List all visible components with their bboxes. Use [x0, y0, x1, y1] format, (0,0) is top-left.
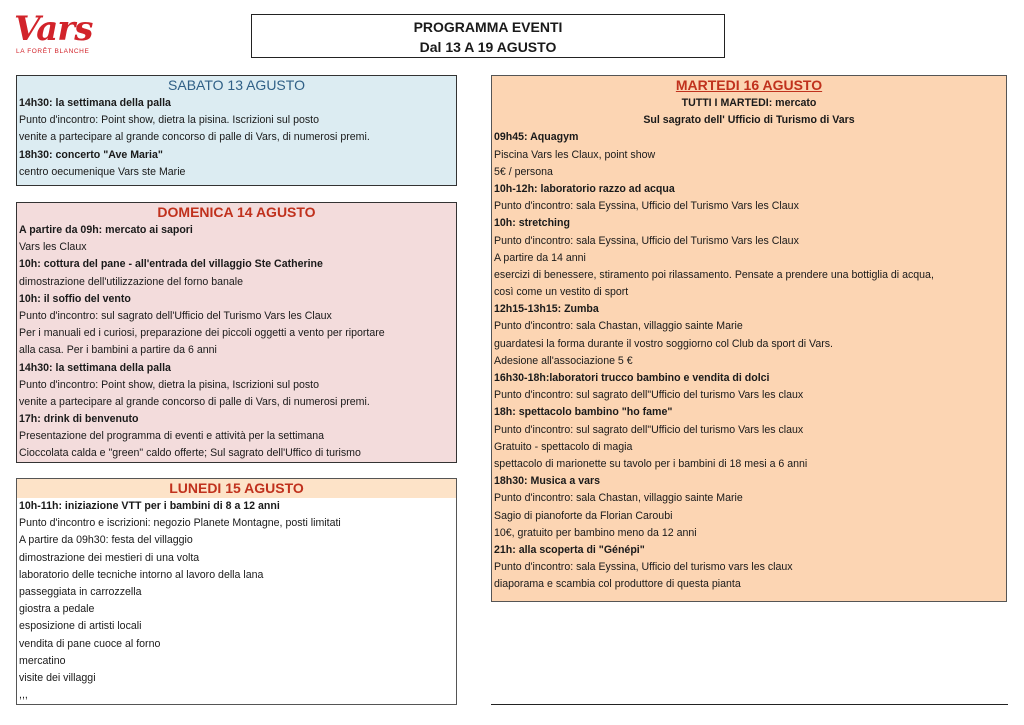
- event-line: visite dei villaggi: [19, 671, 96, 684]
- event-line: A partire da 09h: mercato ai sapori: [19, 224, 193, 236]
- event-line: giostra a pedale: [19, 603, 95, 616]
- event-line: 5€ / persona: [494, 165, 553, 178]
- page-title-box: [251, 14, 725, 58]
- event-line: Punto d'incontro: sul sagrato dell"Ufficio del turismo Vars les claux: [494, 423, 804, 436]
- lunedi-section: [16, 478, 457, 705]
- domenica-section: [16, 202, 457, 463]
- sabato-section: [16, 75, 457, 186]
- event-line: A partire da 14 anni: [494, 251, 586, 264]
- event-line: 10h-11h: iniziazione VTT per i bambini di 8 a 12 anni: [19, 500, 280, 512]
- event-line: 10h-12h: laboratorio razzo ad acqua: [494, 182, 675, 195]
- event-line: 16h30-18h:laboratori trucco bambino e vendita di dolci: [494, 372, 770, 384]
- event-line: esposizione di artisti locali: [19, 620, 142, 633]
- section-heading: MARTEDI 16 AGUSTO: [675, 77, 823, 93]
- event-line: 10h: cottura del pane - all'entrada del villaggio Ste Catherine: [19, 258, 323, 271]
- event-line: dimostrazione dell'utilizzazione del forno banale: [19, 275, 244, 288]
- event-line: 10€, gratuito per bambino meno da 12 anni: [494, 526, 697, 539]
- event-line: venite a partecipare al grande concorso di palle di Vars, di numerosi premi.: [19, 395, 370, 408]
- event-line: 21h: alla scoperta di "Génépi": [494, 543, 645, 556]
- event-line: Punto d'incontro: sala Chastan, villaggio sainte Marie: [494, 320, 743, 333]
- event-line: Punto d'incontro: Point show, dietra la pisina. Iscrizioni sul posto: [19, 114, 319, 127]
- event-line: 10h: stretching: [494, 217, 570, 230]
- event-line: 14h30: la settimana della palla: [19, 97, 171, 109]
- event-line: diaporama e scambia col produttore di questa pianta: [494, 578, 741, 591]
- event-line: Punto d'incontro: sul sagrato dell'Ufficio del Turismo Vars les Claux: [19, 309, 332, 322]
- page-title: PROGRAMMA EVENTI: [413, 19, 563, 35]
- event-line: così come un vestito di sport: [494, 286, 629, 299]
- event-line: A partire da 09h30: festa del villaggio: [19, 534, 193, 547]
- event-line: 18h: spettacolo bambino "ho fame": [494, 406, 673, 419]
- event-line: spettacolo di marionette su tavolo per i bambini di 18 mesi a 6 anni: [494, 457, 808, 470]
- event-line: Punto d'incontro: sul sagrato dell"Ufficio del turismo Vars les claux: [494, 389, 804, 402]
- event-line: Piscina Vars les Claux, point show: [494, 148, 656, 161]
- event-line: Vars les Claux: [19, 241, 87, 254]
- section-heading: SABATO 13 AGUSTO: [168, 77, 305, 93]
- event-line: Cioccolata calda e "green" caldo offerte; Sul sagrato dell'Uffico di turismo: [19, 447, 361, 460]
- event-line: Punto d'incontro: sala Eyssina, Ufficio del turismo vars les claux: [494, 561, 793, 574]
- event-line: Presentazione del programma di eventi e attività per la settimana: [19, 430, 325, 443]
- event-line: guardatesi la forma durante il vostro soggiorno col Club da sport di Vars.: [494, 337, 833, 350]
- event-line: dimostrazione dei mestieri di una volta: [19, 551, 200, 564]
- event-line: vendita di pane cuoce al forno: [19, 637, 161, 650]
- event-line: alla casa. Per i bambini a partire da 6 anni: [19, 344, 217, 357]
- event-line: Punto d'incontro: sala Eyssina, Ufficio del Turismo Vars les Claux: [494, 200, 799, 213]
- event-line: venite a partecipare al grande concorso di palle di Vars, di numerosi premi.: [19, 131, 370, 144]
- vars-logo: [14, 9, 93, 58]
- bottom-divider: [491, 704, 1008, 705]
- event-line: Punto d'incontro: Point show, dietra la pisina, Iscrizioni sul posto: [19, 378, 319, 391]
- logo-tagline: LA FORÊT BLANCHE: [16, 48, 90, 55]
- event-line: Gratuito - spettacolo di magia: [494, 440, 633, 453]
- event-line: Sul sagrato dell' Ufficio di Turismo di Vars: [643, 114, 855, 127]
- section-heading: LUNEDI 15 AGUSTO: [17, 479, 456, 498]
- event-line: 17h: drink di benvenuto: [19, 413, 139, 426]
- martedi-section: [491, 75, 1007, 602]
- event-line: 18h30: concerto "Ave Maria": [19, 148, 163, 161]
- event-line: esercizi di benessere, stiramento poi rilassamento. Pensate a prendere una bottiglia di acqua,: [494, 268, 934, 281]
- event-line: Punto d'incontro: sala Eyssina, Ufficio del Turismo Vars les Claux: [494, 234, 799, 247]
- event-line: centro oecumenique Vars ste Marie: [19, 165, 186, 178]
- page-subtitle: Dal 13 A 19 AGUSTO: [419, 39, 557, 55]
- event-line: mercatino: [19, 654, 66, 667]
- event-line: Punto d'incontro: sala Chastan, villaggio sainte Marie: [494, 492, 743, 505]
- event-line: 18h30: Musica a vars: [494, 475, 600, 488]
- logo-wordmark: Vars: [14, 9, 93, 49]
- event-line: 12h15-13h15: Zumba: [494, 303, 599, 316]
- event-line: 14h30: la settimana della palla: [19, 361, 171, 374]
- event-line: Per i manuali ed i curiosi, preparazione dei piccoli oggetti a vento per riportare: [19, 327, 385, 340]
- event-line: Adesione all'associazione 5 €: [494, 354, 633, 367]
- event-line: TUTTI I MARTEDI: mercato: [681, 97, 817, 109]
- event-line: Punto d'incontro e iscrizioni: negozio Planete Montagne, posti limitati: [19, 517, 341, 530]
- event-line: passeggiata in carrozzella: [19, 585, 142, 598]
- section-heading: DOMENICA 14 AGUSTO: [157, 204, 316, 220]
- event-line: ,,,: [19, 689, 28, 702]
- event-line: 10h: il soffio del vento: [19, 292, 131, 305]
- event-line: 09h45: Aquagym: [494, 131, 579, 144]
- event-line: laboratorio delle tecniche intorno al lavoro della lana: [19, 568, 264, 581]
- event-line: Sagio di pianoforte da Florian Caroubi: [494, 509, 673, 522]
